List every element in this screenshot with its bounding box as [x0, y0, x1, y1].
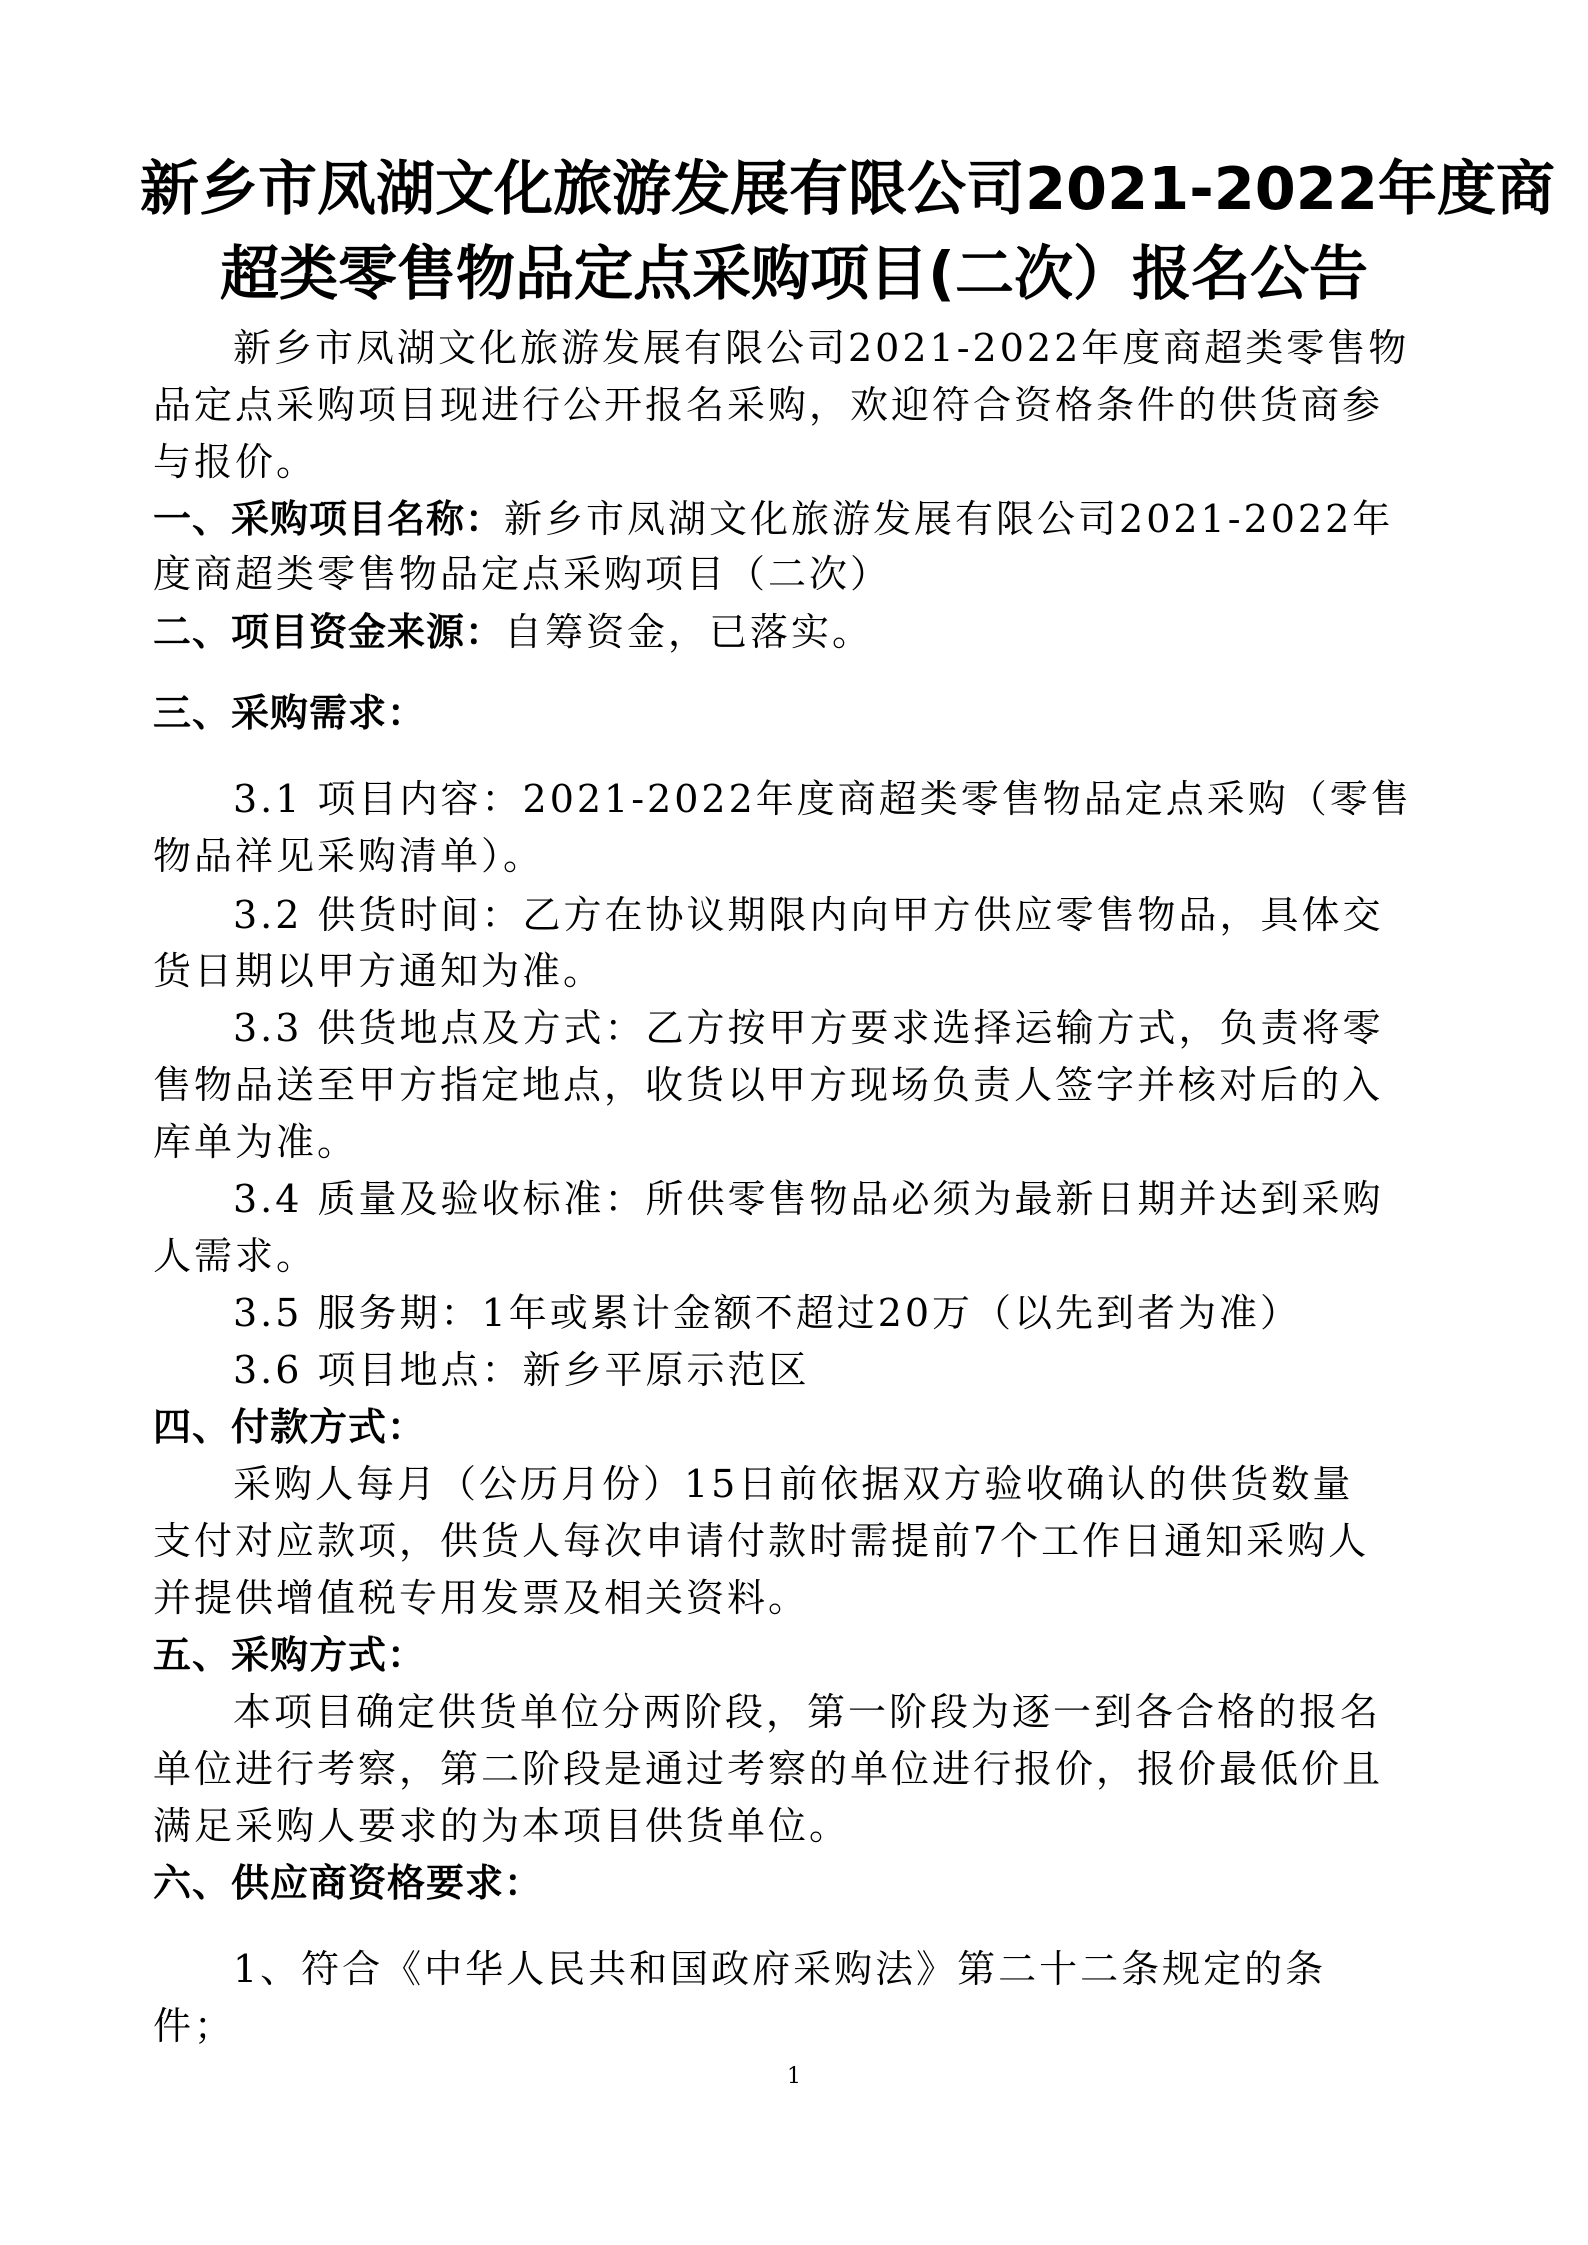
section-3-item-2-line-1: 3.2 供货时间：乙方在协议期限内向甲方供应零售物品，具体交	[233, 893, 1384, 937]
section-3-item-3-line-3: 库单为准。	[153, 1120, 359, 1164]
section-3-item-4-line-2: 人需求。	[153, 1234, 318, 1278]
section-3-heading: 三、采购需求：	[153, 691, 427, 735]
section-3-item-3-line-1: 3.3 供货地点及方式：乙方按甲方要求选择运输方式，负责将零	[233, 1006, 1384, 1050]
section-3-item-6: 3.6 项目地点：新乡平原示范区	[233, 1348, 810, 1392]
page-number: 1	[787, 2064, 801, 2089]
section-5-line-3: 满足采购人要求的为本项目供货单位。	[153, 1804, 851, 1848]
section-2-heading: 二、项目资金来源：	[153, 610, 505, 654]
section-2-line	[153, 609, 873, 655]
section-4-line-3: 并提供增值税专用发票及相关资料。	[153, 1576, 810, 1620]
section-1-line-2: 度商超类零售物品定点采购项目（二次）	[153, 552, 892, 596]
document-title-line-2: 超类零售物品定点采购项目(二次）报名公告	[220, 239, 1368, 308]
section-4-line-1: 采购人每月（公历月份）15日前依据双方验收确认的供货数量	[233, 1462, 1354, 1506]
intro-line-1: 新乡市凤湖文化旅游发展有限公司2021-2022年度商超类零售物	[233, 326, 1410, 370]
section-3-item-4-line-1: 3.4 质量及验收标准：所供零售物品必须为最新日期并达到采购	[233, 1177, 1384, 1221]
section-3-item-3-line-2: 售物品送至甲方指定地点，收货以甲方现场负责人签字并核对后的入	[153, 1063, 1384, 1107]
section-3-item-1-line-1: 3.1 项目内容：2021-2022年度商超类零售物品定点采购（零售	[233, 777, 1412, 821]
section-3-item-5: 3.5 服务期：1年或累计金额不超过20万（以先到者为准）	[233, 1291, 1302, 1335]
section-5-line-1: 本项目确定供货单位分两阶段，第一阶段为逐一到各合格的报名	[233, 1690, 1382, 1734]
intro-line-2: 品定点采购项目现进行公开报名采购，欢迎符合资格条件的供货商参	[153, 383, 1384, 427]
section-3-item-2-line-2: 货日期以甲方通知为准。	[153, 949, 605, 993]
section-4-heading: 四、付款方式：	[153, 1405, 427, 1449]
section-6-item-1-line-1: 1、符合《中华人民共和国政府采购法》第二十二条规定的条	[233, 1947, 1327, 1991]
section-5-heading: 五、采购方式：	[153, 1633, 427, 1677]
section-2-text: 自筹资金，已落实。	[504, 610, 874, 654]
section-6-item-1-line-2: 件；	[153, 2004, 236, 2048]
section-6-heading: 六、供应商资格要求：	[153, 1861, 544, 1905]
section-3-item-1-line-2: 物品祥见采购清单）。	[153, 834, 545, 878]
document-title-line-1: 新乡市凤湖文化旅游发展有限公司2021-2022年度商	[140, 154, 1555, 223]
section-1-heading: 一、采购项目名称：	[153, 497, 505, 541]
intro-line-3: 与报价。	[153, 440, 318, 484]
section-1-line-1	[153, 496, 1393, 542]
section-4-line-2: 支付对应款项，供货人每次申请付款时需提前7个工作日通知采购人	[153, 1519, 1370, 1563]
section-5-line-2: 单位进行考察，第二阶段是通过考察的单位进行报价，报价最低价且	[153, 1747, 1384, 1791]
section-1-text: 新乡市凤湖文化旅游发展有限公司2021-2022年	[504, 497, 1394, 541]
